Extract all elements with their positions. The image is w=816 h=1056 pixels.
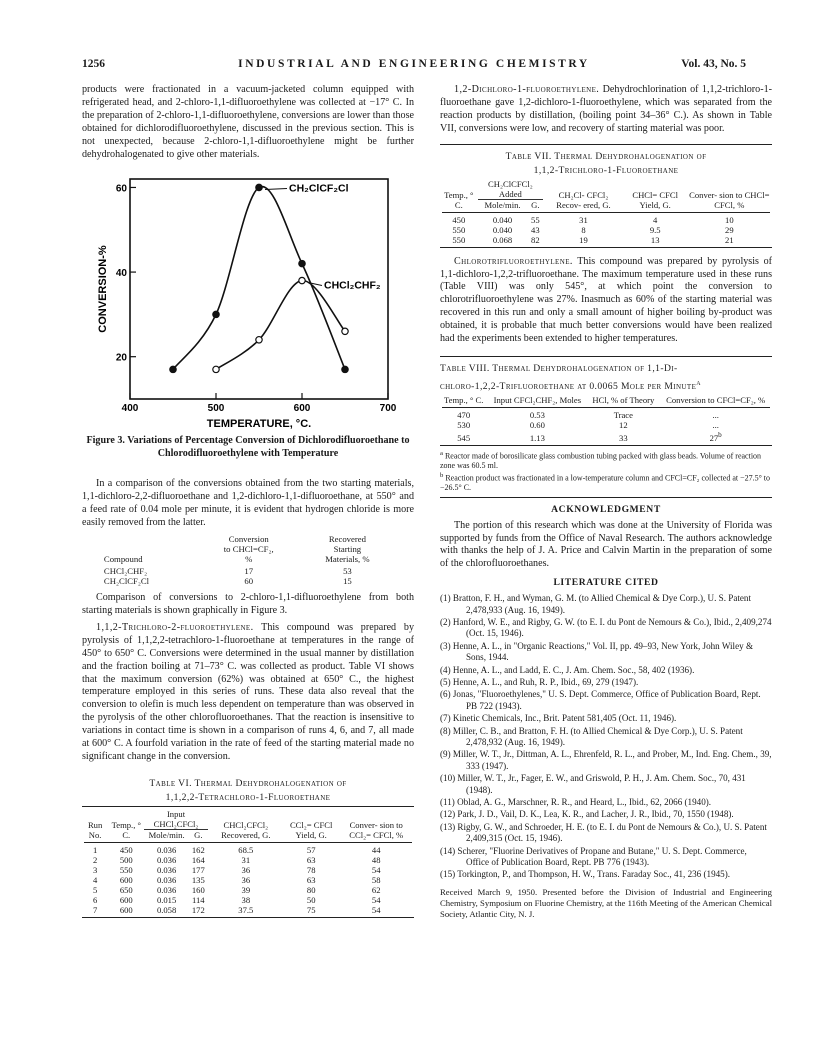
- table-cell: 43: [531, 224, 540, 235]
- table-cell: 160: [191, 884, 205, 895]
- table-cell: 114: [192, 894, 205, 905]
- table-cell: 37.5: [238, 904, 254, 915]
- table-cell: ...: [712, 410, 719, 421]
- x-tick-label: 700: [379, 403, 397, 415]
- reference-item: (3) Henne, A. L., in "Organic Reactions," Vol. II, pp. 49–93, New York, John Wiley & Sons, 1944.: [440, 640, 754, 663]
- table-row: CH₂ClCF₂Cl 60 15: [103, 576, 352, 587]
- table-cell: 4: [92, 874, 98, 885]
- table-cell: 0.036: [156, 884, 177, 895]
- table-cell: 54: [371, 864, 381, 875]
- table-row: [440, 235, 772, 245]
- reference-item: (15) Torkington, P., and Thompson, H. W., Trans. Faraday Soc., 41, 236 (1945).: [440, 869, 731, 880]
- conversion-chart: [82, 171, 414, 433]
- x-tick-label: 400: [121, 403, 139, 415]
- comparison-table: Conversion Recovered to CHCl=CF₂, Starting Compound % Materials, % CHCl₂CHF₂ 17 53 CH₂ClCF₂Cl 60 15: [102, 534, 394, 586]
- table-cell: 55: [531, 214, 540, 225]
- table-cell: 19: [579, 234, 588, 245]
- table-row: [82, 895, 414, 905]
- table-cell: 470: [457, 410, 471, 421]
- x-axis-label: TEMPERATURE, °C.: [206, 418, 312, 431]
- table-cell: 82: [531, 234, 540, 245]
- paragraph: Comparison of conversions to 2-chloro-1,1-difluoroethylene from both starting materials is shown graphically in Figure 3.: [82, 592, 414, 616]
- table-vi: Table VI. Thermal Dehydrohalogenation of 1,1,2,2-Tetrachloro-1-Fluoroethane Run No. Temp., ° C. Input CHCl₂CFCl₂ CHCl₂CFCl₂ Recovered, G. CCl₂= CFCl Yield, G. Conver- sion to CCl₂= CFCl, % Mole/min. G. 1 450 0.036 162 68.5 57 44 2 500 0.036 164 31 63 48 3 550 0.036 177 36 78 54 4 600 0.036 135 36 63 58 5 650 0.036 160 39 80 62 6 600 0.015 114 38 50 54 7 600 0.058 172 37.5 75 54: [82, 778, 414, 918]
- reference-item: (14) Scherer, "Fluorine Derivatives of Propane and Butane," U. S. Dept. Commerce, Office of Publication Board, Rept. PB 776 (1943).: [440, 845, 747, 868]
- section-heading: LITERATURE CITED: [553, 577, 659, 589]
- table-cell: 545: [457, 433, 471, 444]
- table-cell: 135: [191, 874, 205, 885]
- table-cell: 0.036: [156, 864, 177, 875]
- table-row: [440, 410, 772, 420]
- table-cell: 57: [306, 844, 316, 855]
- data-point: [299, 261, 305, 267]
- journal-title: INDUSTRIAL AND ENGINEERING CHEMISTRY: [238, 58, 590, 70]
- data-point: [170, 367, 176, 373]
- series-label: CH₂ClCF₂Cl: [289, 182, 349, 195]
- data-point: [256, 185, 262, 191]
- table-cell: 9.5: [649, 224, 661, 235]
- table-cell: 31: [241, 854, 251, 865]
- table-cell: 12: [619, 420, 628, 431]
- table-viii: Table VIII. Thermal Dehydrohalogenation of 1,1-Di- chloro-1,2,2-Trifluoroethane at 0.0065 Mole per Minute$^a$ Temp., ° C. Input CFCl₂CHF₂, Moles HCl, % of Theory Conversion to CFCl=CF₂, % 470 0.53 Trace ... 530 0.60 12 ... 545 1.13 33 27$^b$ $^a$ Reactor made of borosilicate glass combustion tubing packed with glass beads. Volume of reaction zone was 60.5 ml. $^b$ Reaction product was fractionated in a low-temperature column and CFCl=CF₂ collected at −27.5° to −26.5° C.: [440, 356, 772, 498]
- reference-item: (9) Miller, W. T., Jr., Dittman, A. L., Ehrenfeld, R. L., and Prober, M., Ind. Eng. Chem., 39, 333 (1947).: [440, 749, 772, 771]
- y-tick-label: 60: [115, 183, 127, 195]
- received-note: Received March 9, 1950. Presented before the Division of Industrial and Engineering Chemistry, Symposium on Fluorine Chemistry, at the 116th Meeting of the American Chemical Society, Atlantic City, N. J.: [440, 886, 772, 919]
- table-cell: 36: [241, 874, 251, 885]
- paragraph: 1,2-Dichloro-1-fluoroethylene. Dehydrochlorination of 1,1,2-trichloro-1-fluoroethane gave 1,2-dichloro-1-fluoroethylene, which was separated from the reaction products by distillation, (boiling point 34–36° C.). As shown in Table VII, conversions were low, and recovery of starting material was poor.: [440, 84, 772, 134]
- table-row: [440, 215, 772, 225]
- reference-item: (5) Henne, A. L., and Ruh, R. P., Ibid., 69, 279 (1947).: [440, 676, 639, 687]
- table-cell: 600: [119, 894, 133, 905]
- table-row: [440, 420, 772, 430]
- figure-caption: Figure 3. Variations of Percentage Conversion of Dichlorodifluoroethane to Chlorodifluoroethylene with Temperature: [86, 435, 410, 459]
- data-point: [213, 312, 219, 318]
- table-cell: 550: [452, 224, 466, 235]
- table-row: [82, 875, 414, 885]
- figure-3: [82, 171, 414, 433]
- table-cell: 7: [92, 904, 98, 915]
- table-cell: 36: [241, 864, 251, 875]
- reference-item: (11) Oblad, A. G., Marschner, R. R., and Heard, L., Ibid., 62, 2066 (1940).: [440, 797, 712, 808]
- data-point: [299, 278, 305, 284]
- table-cell: 50: [306, 894, 316, 905]
- paragraph: products were fractionated in a vacuum-jacketed column equipped with refrigerated head, and 2-chloro-1,1-difluoroethylene was collected at −17° C. In the preparation of 2-chloro-1,1-difluoroethylene, conversions are lower than those obtained for dichlorodifluoroethylene, discussed in the previous section. This is not unexpected, because 2-chloro-1,1-difluoroethylene might be further dehydrohalogenated to give other materials.: [82, 84, 414, 160]
- table-cell: Trace: [613, 410, 633, 421]
- table-row: [82, 855, 414, 865]
- table-cell: 21: [725, 234, 734, 245]
- reference-item: (12) Park, J. D., Vail, D. K., Lea, K. R., and Lacher, J. R., Ibid., 70, 1550 (1948).: [440, 809, 734, 820]
- table-cell: 650: [119, 884, 133, 895]
- table-cell: 450: [119, 844, 133, 855]
- reference-item: (7) Kinetic Chemicals, Inc., Brit. Patent 581,405 (Oct. 11, 1946).: [440, 713, 677, 724]
- table-cell: 1: [92, 844, 98, 855]
- volume-info: Vol. 43, No. 5: [681, 58, 746, 70]
- table-cell: 0.040: [492, 214, 513, 225]
- x-tick-label: 600: [293, 403, 311, 415]
- y-axis-label: CONVERSION-%: [97, 245, 109, 334]
- table-cell: 5: [92, 884, 98, 895]
- table-cell: 530: [457, 420, 471, 431]
- table-cell: 1.13: [529, 433, 545, 444]
- table-cell: 3: [92, 864, 98, 875]
- table-cell: 48: [371, 854, 381, 865]
- table-cell: 0.53: [529, 410, 545, 421]
- page-number: 1256: [82, 58, 105, 70]
- table-cell: 550: [452, 234, 466, 245]
- table-cell: 4: [653, 214, 658, 225]
- table-cell: 0.015: [156, 894, 177, 905]
- table-cell: 80: [306, 884, 316, 895]
- table-cell: 172: [191, 904, 205, 915]
- series-line: [216, 281, 345, 370]
- label-leader: [265, 189, 287, 190]
- table-cell: 177: [191, 864, 205, 875]
- data-point: [213, 367, 219, 373]
- table-cell: 0.60: [529, 420, 545, 431]
- table-cell: 68.5: [238, 844, 254, 855]
- table-cell: 0.036: [156, 854, 177, 865]
- x-tick-label: 500: [207, 403, 225, 415]
- table-cell: 39: [241, 884, 251, 895]
- table-cell: 54: [371, 904, 381, 915]
- table-vii: Table VII. Thermal Dehydrohalogenation of 1,1,2-Trichloro-1-Fluoroethane Temp., ° C. CH₂ClCFCl₂ Added CH₂Cl- CFCl₂ Recov- ered, G. CHCl= CFCl Yield, G. Conver- sion to CHCl= CFCl, % Mole/min. G. 450 0.040 55 31 4 10 550 0.040 43 8 9.5 29 550 0.068 82 19 13 21: [440, 144, 772, 248]
- table-cell: 0.058: [156, 904, 177, 915]
- table-cell: 44: [371, 844, 381, 855]
- table-cell: 29: [725, 224, 734, 235]
- table-footnote: $^a$ Reactor made of borosilicate glass combustion tubing packed with glass beads. Volume of reaction zone was 60.5 ml.: [440, 450, 762, 471]
- reference-item: (2) Hanford, W. E., and Rigby, G. W. (to E. I. du Pont de Nemours & Co.), Ibid., 2,409,274 (Oct. 15, 1946).: [440, 616, 772, 639]
- reference-item: (13) Rigby, G. W., and Schroeder, H. E. (to E. I. du Pont de Nemours & Co.), U. S. Patent 2,409,315 (Oct. 15, 1946).: [440, 821, 767, 844]
- data-point: [342, 367, 348, 373]
- table-cell: 78: [306, 864, 316, 875]
- table-cell: 2: [92, 854, 98, 865]
- table-cell: 38: [241, 894, 251, 905]
- table-row: [82, 905, 414, 915]
- table-cell: 8: [581, 224, 586, 235]
- reference-item: (10) Miller, W. T., Jr., Fager, E. W., and Griswold, P. H., J. Am. Chem. Soc., 70, 431 (1948).: [440, 773, 746, 795]
- table-row: [82, 845, 414, 855]
- table-cell: 62: [371, 884, 381, 895]
- series-label: CHCl₂CHF₂: [324, 279, 381, 292]
- table-row: [440, 225, 772, 235]
- table-cell: 600: [119, 874, 133, 885]
- table-cell: 6: [92, 894, 98, 905]
- data-point: [342, 329, 348, 335]
- table-cell: 13: [650, 234, 660, 245]
- reference-list: [440, 593, 772, 881]
- table-cell: 164: [191, 854, 205, 865]
- reference-item: (8) Miller, C. B., and Bratton, F. H. (to Allied Chemical & Dye Corp.), U. S. Patent 2,478,932 (Aug. 16, 1949).: [440, 725, 743, 748]
- table-cell: 10: [725, 214, 734, 225]
- table-cell: 0.068: [492, 234, 513, 245]
- table-cell: 75: [306, 904, 316, 915]
- left-column: [82, 84, 414, 920]
- right-column: [440, 84, 772, 920]
- table-cell: 600: [119, 904, 133, 915]
- paragraph: 1,1,2-Trichloro-2-fluoroethylene. This compound was prepared by pyrolysis of 1,1,2,2-tetrachloro-1-fluoroethane at temperatures in the range of 450° to 650° C. Conversions were determined in the usual manner by distillation and the fraction boiling at 71–73° C. was collected as product. Table VI shows that the maximum conversion (62%) was obtained at 650° C., the highest temperature employed in this series of runs. These data also reveal that the conversion to olefin is much less dependent on temperature than was observed in the pyrolysis of the other chlorofluoroethanes. That the reaction is insensitive to variations in contact time is shown in a comparison of runs 4, 6, and 7, all made at 600° C. A fourfold variation in the rate of feed of the starting material made no significant change in the conversion.: [82, 621, 414, 762]
- table-footnote: $^b$ Reaction product was fractionated in a low-temperature column and CFCl=CF₂ collected at −27.5° to −26.5° C.: [440, 471, 771, 493]
- table-cell: 63: [306, 874, 316, 885]
- paragraph: The portion of this research which was done at the University of Florida was supported by funds from the Office of Naval Research. The authors acknowledge with thanks the help of J. A. Price and Calvin Martin in the preparation of some of the chlorofluoroethanes.: [440, 519, 772, 570]
- table-cell: 58: [371, 874, 381, 885]
- table-row: [440, 430, 772, 443]
- table-cell: 54: [371, 894, 381, 905]
- table-row: CHCl₂CHF₂ 17 53: [103, 566, 352, 577]
- table-row: [82, 885, 414, 895]
- data-point: [256, 337, 262, 343]
- table-cell: ...: [712, 420, 719, 431]
- paragraph: Chlorotrifluoroethylene. This compound was prepared by pyrolysis of 1,1-dichloro-1,2,2-trifluoroethane. The maximum temperature used in these runs (Table VIII) was only 545°, at which point the conversion to chlorotrifluoroethylene was 27%. Inasmuch as 60% of the starting material was recovered in this run and only a small amount of higher boiling by-product was obtained, it is probable that much better conversions would have been realized had the experiments been extended to higher temperatures.: [440, 255, 772, 345]
- y-tick-label: 20: [115, 353, 127, 365]
- reference-item: (1) Bratton, F. H., and Wyman, G. M. (to Allied Chemical & Dye Corp.), U. S. Patent 2,478,933 (Aug. 16, 1949).: [440, 593, 751, 615]
- table-cell: 450: [452, 214, 466, 225]
- table-cell: 0.040: [492, 224, 513, 235]
- table-cell: 0.036: [156, 874, 177, 885]
- table-cell: 63: [306, 854, 316, 865]
- table-cell: 0.036: [156, 844, 177, 855]
- paragraph: In a comparison of the conversions obtained from the two starting materials, 1,1-dichloro-2,2-difluoroethane and 1,2-dichloro-1,1-difluoroethane, at 550° and a feed rate of 0.04 mole per minute, it is evident that hydrogen chloride is more easily removed from the latter.: [82, 478, 414, 529]
- table-cell: 162: [191, 844, 205, 855]
- table-row: [82, 865, 414, 875]
- table-cell: 550: [119, 864, 133, 875]
- section-heading: ACKNOWLEDGMENT: [551, 503, 661, 515]
- table-cell: 33: [619, 433, 628, 444]
- page-header: [82, 58, 746, 74]
- table-cell: 500: [119, 854, 133, 865]
- y-tick-label: 40: [115, 268, 127, 280]
- reference-item: (6) Jonas, "Fluoroethylenes," U. S. Dept. Commerce, Office of Publication Board, Rept. PB 722 (1943).: [440, 689, 761, 711]
- table-cell: 27$^b$: [709, 431, 722, 444]
- table-cell: 31: [579, 214, 588, 225]
- reference-item: (4) Henne, A. L., and Ladd, E. C., J. Am. Chem. Soc., 58, 402 (1936).: [440, 664, 695, 675]
